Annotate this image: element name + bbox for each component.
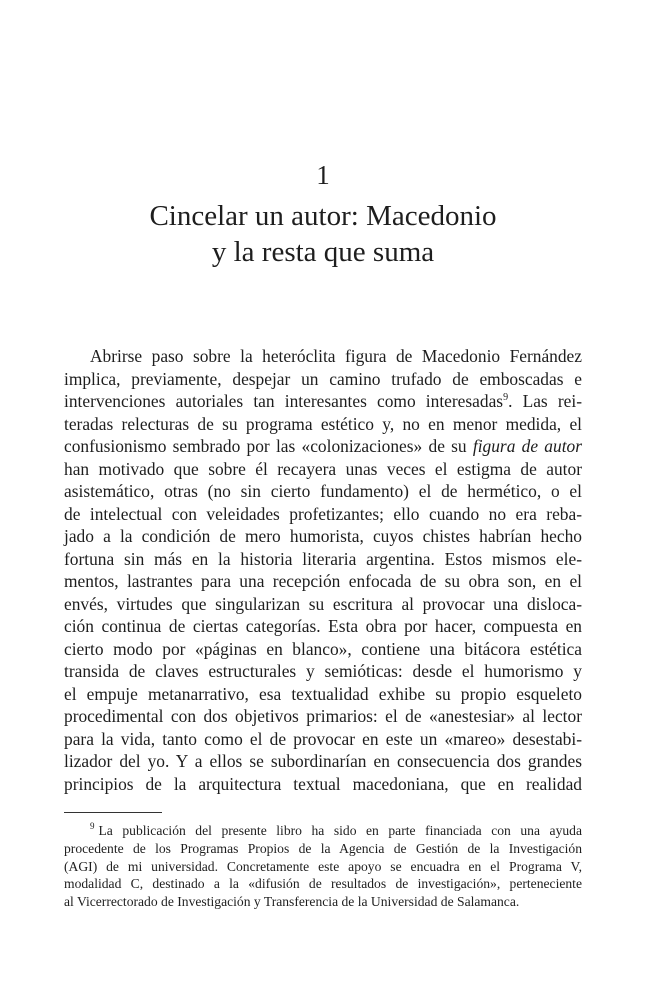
body-line: de intelectual con veleidades profetizantes; ello cuando no era reba- [64, 503, 582, 524]
body-line [64, 390, 582, 413]
body-line: asistemático, otras (no sin cierto fundamento) el de hermético, o el [64, 481, 582, 501]
body-line: envés, virtudes que singularizan su escritura al provocar una disloca- [64, 593, 582, 614]
body-line: implica, previamente, despejar un camino trufado de emboscadas e [64, 368, 582, 389]
body-line-text: confusionismo sembrado por las «colonizaciones» de su [64, 436, 473, 456]
body-line: principios de la arquitectura textual macedoniana, que en realidad [64, 773, 582, 794]
footnote-line [64, 822, 582, 840]
footnote-reference: 9 [503, 392, 509, 404]
italic-phrase: figura de autor [472, 436, 582, 456]
chapter-heading [64, 152, 582, 270]
footnote-line: al Vicerrectorado de Investigación y Transferencia de la Universidad de Salamanca. [64, 894, 520, 910]
chapter-title-line-2: y la resta que suma [211, 236, 435, 268]
footnote [64, 822, 582, 911]
footnote-line-text: La publicación del presente libro ha sido en parte financiada con una ayuda [98, 823, 582, 838]
footnote-line: modalidad C, destinado a la «difusión de resultados de investigación», perteneciente [64, 876, 582, 892]
body-line: cierto modo por «páginas en blanco», contiene una bitácora estética [64, 638, 582, 659]
body-line: jado a la condición de mero humorista, cuyos chistes habrían hecho [64, 526, 582, 546]
body-line [64, 435, 582, 458]
body-paragraph [64, 345, 582, 795]
body-line: ción continua de ciertas categorías. Esta obra por hacer, compuesta en [64, 616, 582, 636]
body-line: el empuje metanarrativo, esa textualidad exhibe su propio esqueleto [64, 683, 582, 704]
body-line: transida de claves estructurales y semióticas: desde el humorismo y [64, 661, 582, 681]
footnote-line: procedente de los Programas Propios de la Agencia de Gestión de la Investigación [64, 840, 582, 856]
body-line: teradas relecturas de su programa estético y, no en menor medida, el [64, 413, 582, 434]
body-line: lizador del yo. Y a ellos se subordinarían en consecuencia dos grandes [64, 751, 582, 771]
chapter-title [64, 198, 582, 270]
body-line: Abrirse paso sobre la heteróclita figura de Macedonio Fernández [90, 346, 582, 366]
body-line: mentos, lastrantes para una recepción enfocada de su obra son, en el [64, 571, 582, 591]
body-line: para la vida, tanto como el de provocar en este un «mareo» desestabi- [64, 728, 582, 749]
body-line-text: intervenciones autoriales tan interesantes como interesadas [64, 391, 504, 411]
footnote-line: (AGI) de mi universidad. Concretamente este apoyo se encuadra en el Programa V, [64, 858, 582, 874]
footnote-divider [64, 812, 162, 813]
footnote-number: 9 [90, 821, 95, 832]
body-line: procedimental con dos objetivos primarios: el de «anestesiar» al lector [64, 706, 582, 726]
chapter-title-line-1: Cincelar un autor: Macedonio [149, 200, 497, 232]
body-line-tail: . Las rei- [508, 391, 582, 411]
body-line: han motivado que sobre él recayera unas veces el estigma de autor [64, 458, 582, 479]
chapter-number: 1 [316, 160, 330, 190]
body-line: fortuna sin más en la historia literaria argentina. Estos mismos ele- [64, 548, 582, 569]
